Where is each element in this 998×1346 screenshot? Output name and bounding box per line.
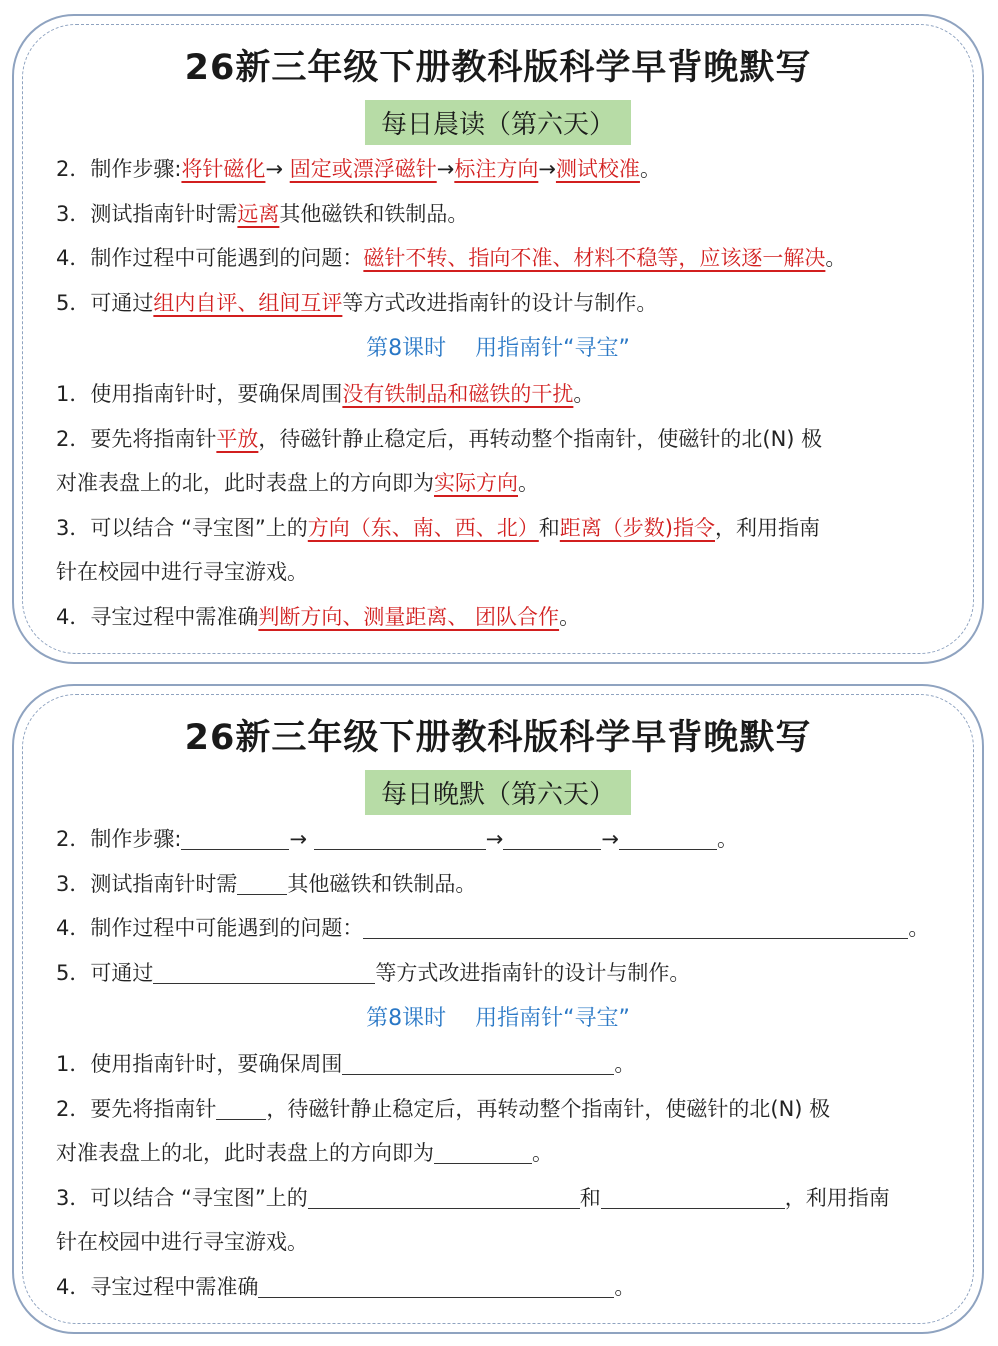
morning-item-3: 3．测试指南针时需远离其他磁铁和铁制品。 bbox=[56, 202, 469, 226]
evening-item-4: 4．制作过程中可能遇到的问题： 。 bbox=[56, 916, 930, 940]
evening-card bbox=[12, 684, 984, 1334]
morning-item-4: 4．制作过程中可能遇到的问题：磁针不转、指向不准、材料不稳等，应该逐一解决。 bbox=[56, 246, 847, 270]
blank[interactable] bbox=[153, 961, 375, 984]
lesson-heading: 第8课时 用指南针“寻宝” bbox=[366, 336, 630, 361]
answer: 测试校准 bbox=[555, 157, 640, 181]
blank[interactable] bbox=[601, 1186, 785, 1209]
evening-lesson-item-2-cont: 对准表盘上的北，此时表盘上的方向即为 。 bbox=[56, 1141, 553, 1165]
answer: 组内自评、组间互评 bbox=[153, 291, 343, 315]
blank[interactable] bbox=[314, 827, 486, 850]
morning-badge: 每日晨读（第六天） bbox=[365, 100, 631, 145]
evening-lesson-item-4: 4．寻宝过程中需准确 。 bbox=[56, 1275, 636, 1299]
morning-lesson-item-2-cont: 对准表盘上的北，此时表盘上的方向即为实际方向。 bbox=[56, 471, 539, 495]
blank[interactable] bbox=[181, 827, 289, 850]
morning-lesson-item-3-cont: 针在校园中进行寻宝游戏。 bbox=[56, 560, 308, 584]
blank[interactable] bbox=[342, 1052, 614, 1075]
morning-lesson-item-2: 2．要先将指南针平放，待磁针静止稳定后，再转动整个指南针，使磁针的北(N) 极 bbox=[56, 427, 823, 451]
evening-badge: 每日晚默（第六天） bbox=[365, 770, 631, 815]
card-title: 26新三年级下册教科版科学早背晚默写 bbox=[184, 48, 812, 88]
morning-item-2: 2．制作步骤:将针磁化→ 固定或漂浮磁针→标注方向→测试校准。 bbox=[56, 157, 661, 181]
answer: 磁针不转、指向不准、材料不稳等，应该逐一解决 bbox=[363, 246, 826, 270]
answer: 标注方向 bbox=[454, 157, 539, 181]
blank[interactable] bbox=[308, 1186, 580, 1209]
lesson-heading: 第8课时 用指南针“寻宝” bbox=[366, 1006, 630, 1031]
evening-item-2: 2．制作步骤: → → → 。 bbox=[56, 827, 738, 851]
evening-item-3: 3．测试指南针时需 其他磁铁和铁制品。 bbox=[56, 872, 477, 896]
answer: 没有铁制品和磁铁的干扰 bbox=[342, 382, 574, 406]
answer: 距离（步数)指令 bbox=[559, 516, 715, 540]
blank[interactable] bbox=[619, 827, 717, 850]
evening-lesson-item-3-cont: 针在校园中进行寻宝游戏。 bbox=[56, 1230, 308, 1254]
blank[interactable] bbox=[434, 1141, 532, 1164]
answer: 固定或漂浮磁针 bbox=[289, 157, 437, 181]
blank[interactable] bbox=[363, 916, 908, 939]
morning-card bbox=[12, 14, 984, 664]
evening-lesson-item-2: 2．要先将指南针 ，待磁针静止稳定后，再转动整个指南针，使磁针的北(N) 极 bbox=[56, 1097, 831, 1121]
card-title: 26新三年级下册教科版科学早背晚默写 bbox=[184, 718, 812, 758]
answer: 实际方向 bbox=[434, 471, 518, 495]
answer: 方向（东、南、西、北） bbox=[307, 516, 539, 540]
blank[interactable] bbox=[503, 827, 601, 850]
answer: 将针磁化 bbox=[181, 157, 266, 181]
evening-lesson-item-1: 1．使用指南针时，要确保周围 。 bbox=[56, 1052, 636, 1076]
blank[interactable] bbox=[216, 1097, 266, 1120]
blank[interactable] bbox=[258, 1275, 614, 1298]
morning-lesson-item-1: 1．使用指南针时，要确保周围没有铁制品和磁铁的干扰。 bbox=[56, 382, 595, 406]
evening-lesson-item-3: 3．可以结合 “寻宝图”上的 和 ，利用指南 bbox=[56, 1186, 890, 1210]
evening-item-5: 5．可通过 等方式改进指南针的设计与制作。 bbox=[56, 961, 691, 985]
answer: 远离 bbox=[237, 202, 280, 226]
morning-item-5: 5．可通过组内自评、组间互评等方式改进指南针的设计与制作。 bbox=[56, 291, 658, 315]
blank[interactable] bbox=[237, 872, 287, 895]
answer: 判断方向、测量距离、 团队合作 bbox=[258, 605, 560, 629]
morning-lesson-item-4: 4．寻宝过程中需准确判断方向、测量距离、 团队合作。 bbox=[56, 605, 581, 629]
morning-lesson-item-3: 3．可以结合 “寻宝图”上的方向（东、南、西、北）和距离（步数)指令，利用指南 bbox=[56, 516, 820, 540]
answer: 平放 bbox=[216, 427, 259, 451]
